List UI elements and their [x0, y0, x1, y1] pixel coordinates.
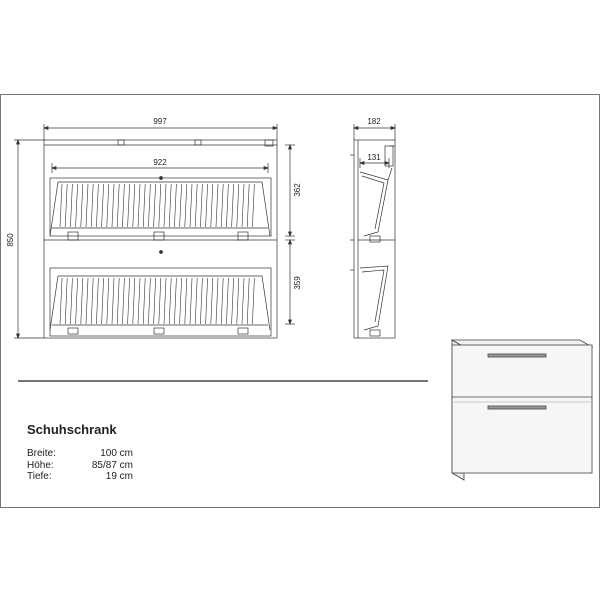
- rack-slat: [102, 278, 104, 324]
- rack-slat: [86, 184, 88, 227]
- spec-row-width: [27, 448, 133, 460]
- rack-slat: [76, 278, 78, 324]
- rack-slat: [128, 278, 130, 324]
- rack-slat: [154, 278, 156, 324]
- dim-depth-inner: 131: [367, 153, 381, 162]
- rack-slat: [112, 278, 114, 324]
- rack-slat: [232, 184, 234, 227]
- rack-slat: [226, 184, 228, 227]
- dim-width-overall: 997: [153, 117, 167, 126]
- rack-slat: [133, 184, 135, 227]
- rack-slat: [237, 184, 239, 227]
- rack-slat: [102, 184, 104, 227]
- dim-height-overall: 850: [6, 233, 15, 247]
- rack-slat: [159, 278, 161, 324]
- rack-slat: [190, 278, 192, 324]
- rack-slat: [247, 184, 249, 227]
- rack-slat: [226, 278, 228, 324]
- rack-slat: [252, 278, 254, 324]
- spec-label: Höhe:: [27, 459, 54, 471]
- lower-rack-slats: [60, 278, 254, 324]
- rack-slat: [216, 278, 218, 324]
- rack-slat: [242, 278, 244, 324]
- dim-width-inner: 922: [153, 158, 167, 167]
- rack-slat: [195, 184, 197, 227]
- overall-height-dimension: [14, 140, 44, 338]
- rack-slat: [154, 184, 156, 227]
- rack-slat: [91, 184, 93, 227]
- rack-slat: [76, 184, 78, 227]
- rack-slat: [252, 184, 254, 227]
- rack-slat: [242, 184, 244, 227]
- rack-slat: [91, 278, 93, 324]
- rack-slat: [169, 278, 171, 324]
- upper-rack-slats: [60, 184, 254, 227]
- spec-label: Tiefe:: [27, 471, 52, 482]
- rack-slat: [174, 184, 176, 227]
- spec-label: Breite:: [27, 448, 56, 459]
- rack-slat: [70, 184, 72, 227]
- rack-slat: [211, 278, 213, 324]
- rack-slat: [148, 184, 150, 227]
- rack-slat: [185, 184, 187, 227]
- dim-depth-overall: 182: [367, 117, 381, 126]
- rack-slat: [138, 184, 140, 227]
- spec-row-height: [27, 460, 133, 472]
- rack-slat: [70, 278, 72, 324]
- rack-slat: [216, 184, 218, 227]
- rack-slat: [195, 278, 197, 324]
- rack-slat: [143, 184, 145, 227]
- rack-slat: [86, 278, 88, 324]
- rack-slat: [148, 278, 150, 324]
- rack-slat: [232, 278, 234, 324]
- rack-slat: [159, 184, 161, 227]
- spec-value: 85/87 cm: [91, 459, 133, 471]
- rack-slat: [117, 278, 119, 324]
- rack-slat: [112, 184, 114, 227]
- rack-slat: [81, 184, 83, 227]
- front-view: [44, 124, 277, 338]
- rack-slat: [65, 184, 67, 227]
- rack-slat: [60, 184, 62, 227]
- cabinet-perspective: [452, 340, 592, 480]
- rack-slat: [107, 278, 109, 324]
- rack-slat: [221, 184, 223, 227]
- rack-slat: [169, 184, 171, 227]
- rack-slat: [117, 184, 119, 227]
- rack-slat: [164, 278, 166, 324]
- rack-slat: [221, 278, 223, 324]
- rack-slat: [143, 278, 145, 324]
- rack-slat: [180, 278, 182, 324]
- rack-slat: [81, 278, 83, 324]
- dim-height-upper: 362: [293, 183, 302, 197]
- rack-slat: [138, 278, 140, 324]
- rack-slat: [96, 184, 98, 227]
- spec-row-depth: [27, 471, 133, 483]
- rack-slat: [211, 184, 213, 227]
- product-title: Schuhschrank: [27, 422, 117, 437]
- cabinet-front-outline: [44, 140, 277, 338]
- rack-slat: [237, 278, 239, 324]
- rack-slat: [247, 278, 249, 324]
- rack-slat: [200, 184, 202, 227]
- rack-slat: [133, 278, 135, 324]
- rack-slat: [174, 278, 176, 324]
- dim-height-lower: 359: [293, 276, 302, 290]
- rack-slat: [65, 278, 67, 324]
- spec-value: 19 cm: [105, 471, 133, 482]
- rack-slat: [185, 278, 187, 324]
- rack-slat: [190, 184, 192, 227]
- rack-slat: [128, 184, 130, 227]
- product-specs: [27, 448, 133, 483]
- rack-slat: [200, 278, 202, 324]
- front-height-dimensions: [285, 145, 295, 324]
- cabinet-side-outline: [354, 140, 395, 338]
- rack-slat: [206, 278, 208, 324]
- spec-value: 100 cm: [100, 448, 133, 459]
- rack-slat: [122, 278, 124, 324]
- rack-slat: [206, 184, 208, 227]
- rack-slat: [180, 184, 182, 227]
- rack-slat: [60, 278, 62, 324]
- rack-slat: [122, 184, 124, 227]
- rack-slat: [96, 278, 98, 324]
- rack-slat: [107, 184, 109, 227]
- rack-slat: [164, 184, 166, 227]
